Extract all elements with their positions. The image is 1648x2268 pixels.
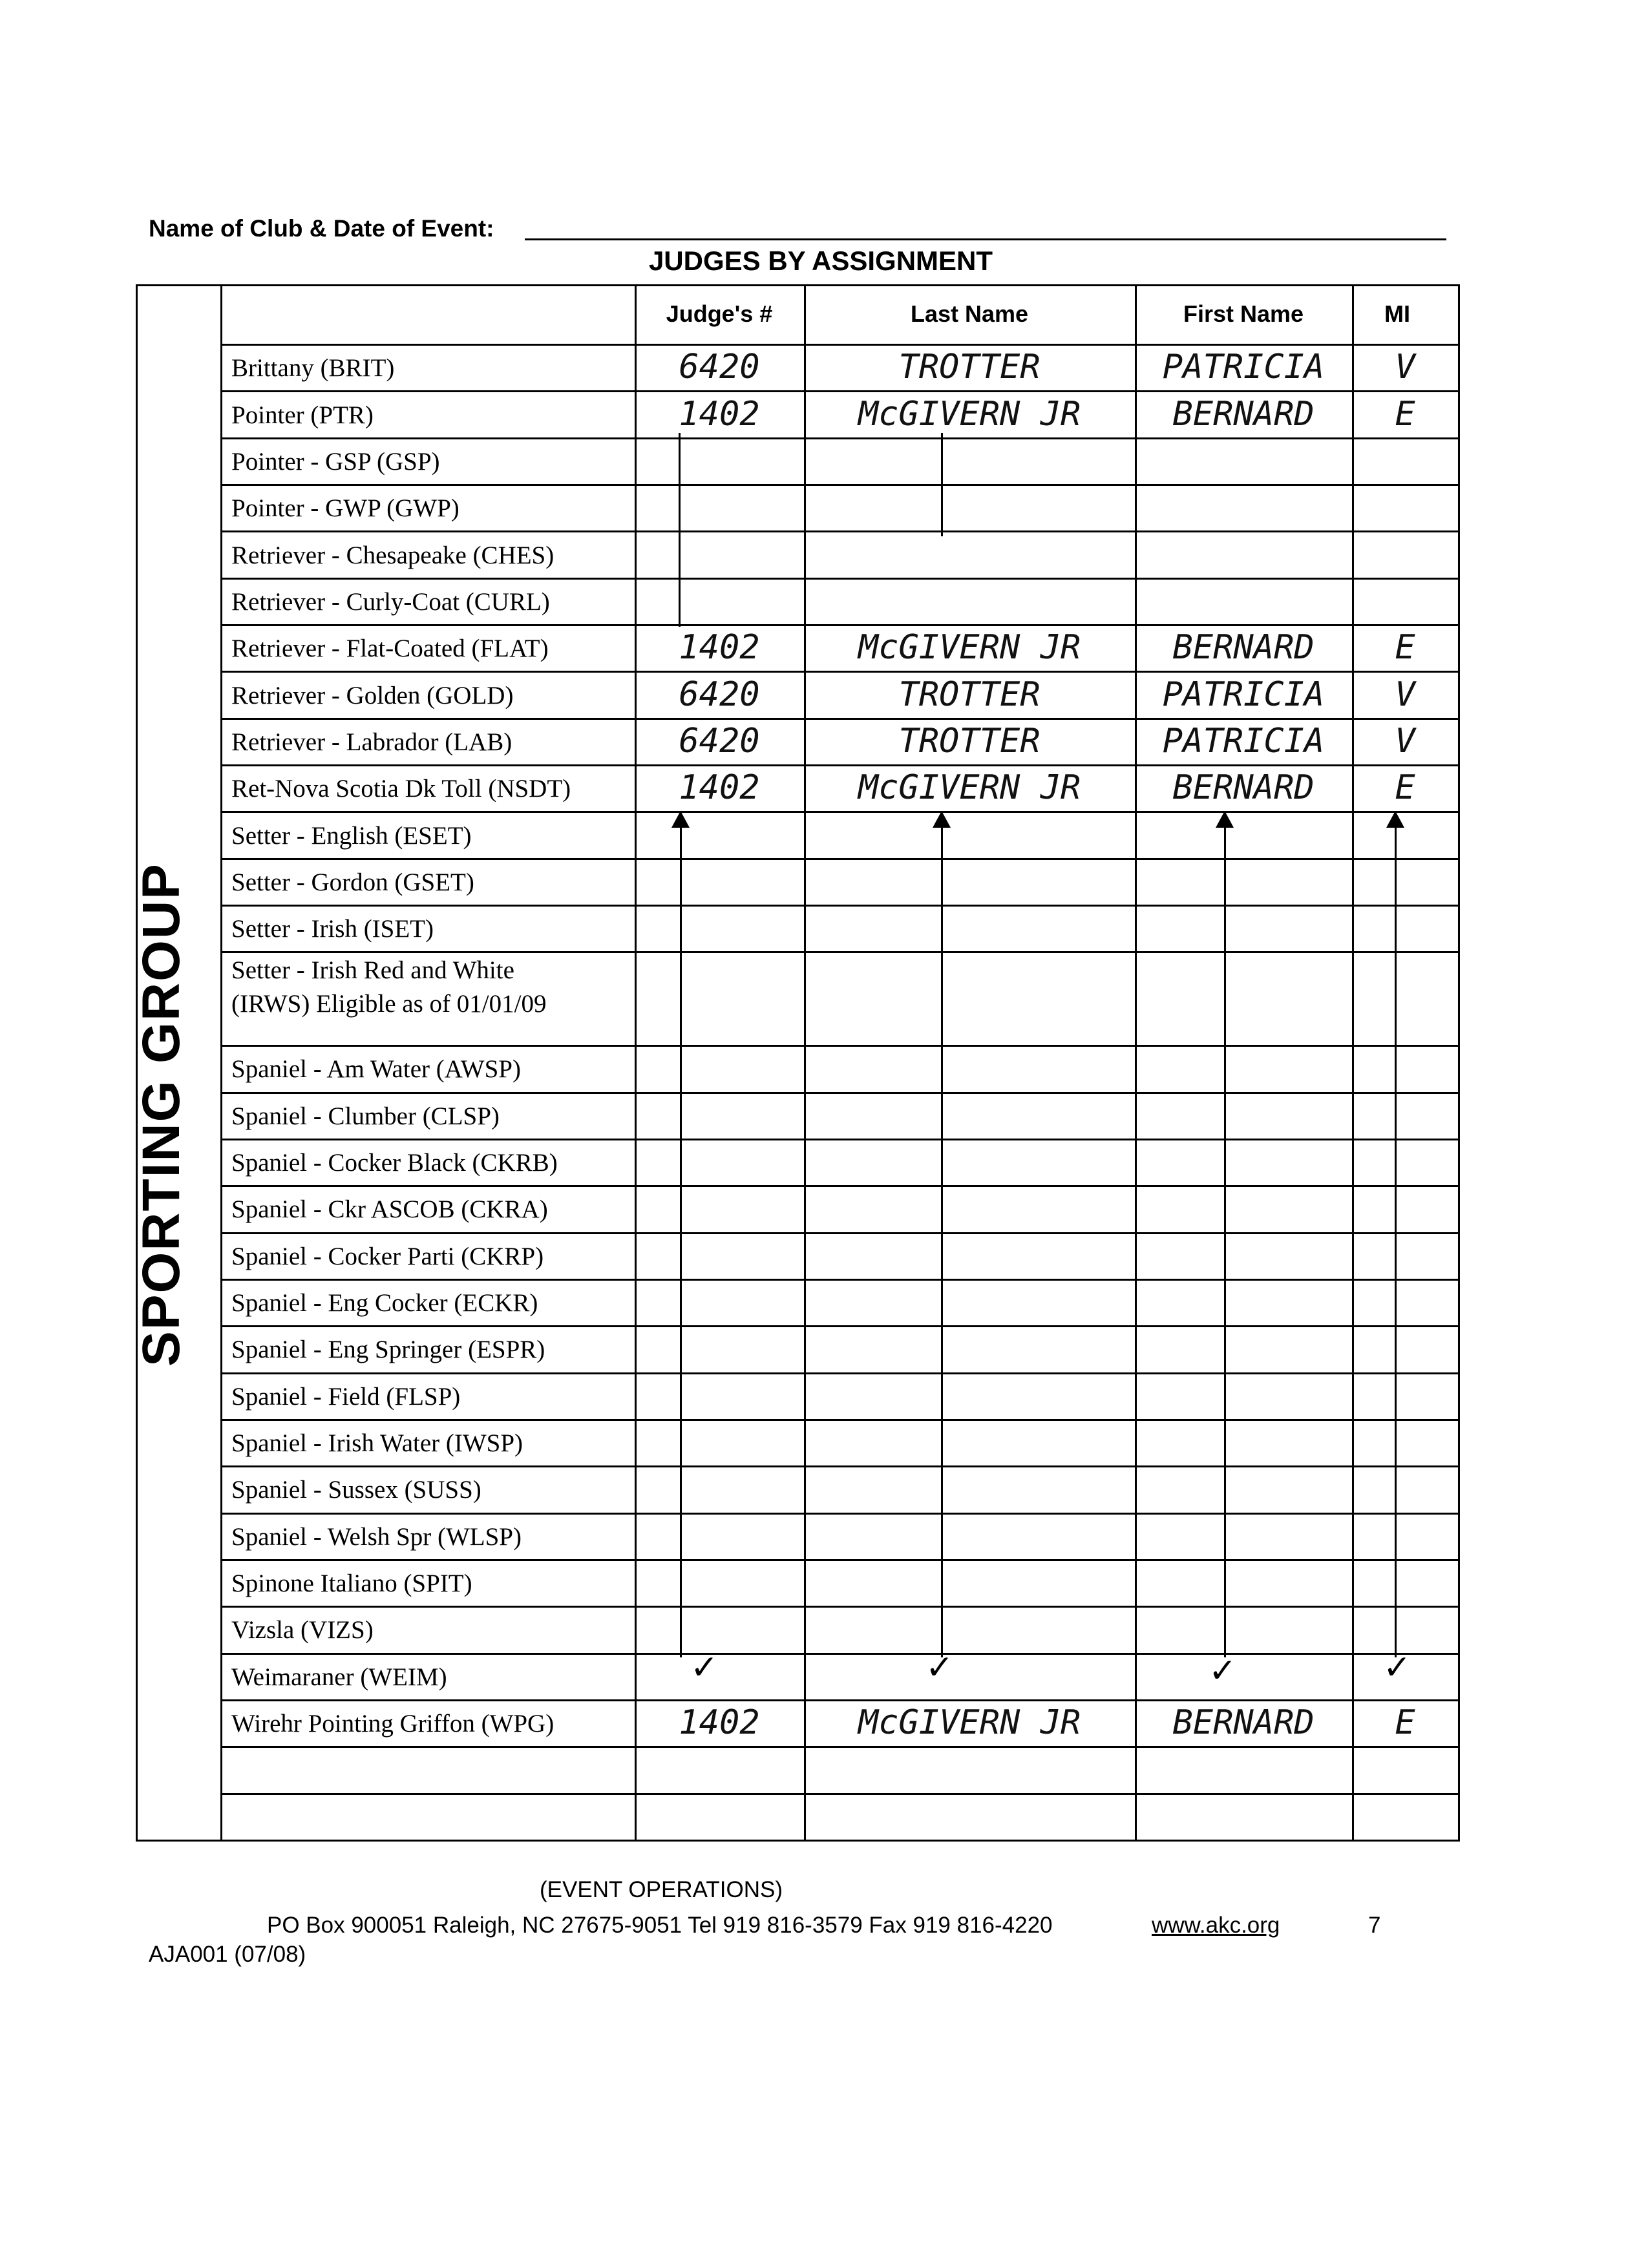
cell-mi[interactable]: E	[1395, 1703, 1415, 1743]
breed-name: Brittany (BRIT)	[231, 354, 395, 383]
breed-name: Spaniel - Eng Springer (ESPR)	[231, 1336, 545, 1364]
breed-name: Pointer - GSP (GSP)	[231, 447, 440, 476]
breed-name: Vizsla (VIZS)	[231, 1616, 374, 1644]
header-divider	[220, 344, 1458, 346]
breed-name: Weimaraner (WEIM)	[231, 1663, 447, 1691]
row-divider	[220, 1746, 1458, 1748]
row-divider	[220, 1232, 1458, 1234]
breed-name: Spaniel - Welsh Spr (WLSP)	[231, 1522, 522, 1551]
breed-name: Spaniel - Irish Water (IWSP)	[231, 1429, 523, 1458]
cell-last-name[interactable]: McGIVERN JR	[858, 394, 1081, 434]
cell-judge-number[interactable]: 1402	[679, 394, 760, 434]
cell-judge-number[interactable]: 1402	[679, 768, 760, 808]
row-divider	[220, 1653, 1458, 1655]
row-divider	[220, 905, 1458, 907]
row-divider	[220, 1372, 1458, 1374]
row-divider	[220, 1325, 1458, 1327]
breed-name: Setter - Irish Red and White	[231, 956, 514, 985]
row-divider	[220, 1092, 1458, 1094]
breed-name: Setter - English (ESET)	[231, 821, 472, 850]
cell-last-name[interactable]: McGIVERN JR	[858, 1703, 1081, 1743]
row-divider	[220, 1139, 1458, 1140]
row-divider	[220, 764, 1458, 766]
col-header-first-name: First Name	[1183, 300, 1304, 327]
row-divider	[220, 811, 1458, 813]
checkmark-icon: ✓	[1383, 1648, 1411, 1687]
breed-name: Retriever - Golden (GOLD)	[231, 681, 514, 709]
breed-name: Retriever - Flat-Coated (FLAT)	[231, 635, 549, 663]
table-border-bottom	[136, 1840, 1458, 1842]
cell-mi[interactable]: V	[1395, 721, 1415, 761]
carry-line-mi	[1395, 824, 1397, 1657]
col-header-last-name: Last Name	[910, 300, 1029, 327]
form-title: JUDGES BY ASSIGNMENT	[648, 246, 993, 276]
checkmark-icon: ✓	[925, 1648, 954, 1687]
carry-line-first	[1224, 824, 1226, 1657]
breed-name: Setter - Gordon (GSET)	[231, 868, 474, 896]
row-divider	[220, 484, 1458, 486]
arrow-up-icon	[1216, 811, 1234, 828]
breed-name: Setter - Irish (ISET)	[231, 915, 434, 943]
cell-first-name[interactable]: BERNARD	[1172, 768, 1315, 808]
cell-first-name[interactable]: BERNARD	[1172, 628, 1315, 667]
cell-first-name[interactable]: PATRICIA	[1162, 348, 1325, 387]
breed-name: Retriever - Chesapeake (CHES)	[231, 541, 555, 569]
breed-name: Wirehr Pointing Griffon (WPG)	[231, 1710, 555, 1738]
row-divider	[220, 718, 1458, 720]
row-divider	[220, 437, 1458, 439]
row-divider	[220, 951, 1458, 953]
col-header-judge-number: Judge's #	[666, 300, 773, 327]
carry-line-last-upper	[941, 433, 943, 536]
cell-mi[interactable]: E	[1395, 394, 1415, 434]
arrow-up-icon	[671, 811, 690, 828]
breed-name: Spaniel - Field (FLSP)	[231, 1382, 461, 1411]
carry-line-judge	[680, 824, 682, 1657]
row-divider	[220, 671, 1458, 673]
row-divider	[220, 1559, 1458, 1561]
footer-address: PO Box 900051 Raleigh, NC 27675-9051 Tel 919 816-3579 Fax 919 816-4220	[267, 1913, 1053, 1938]
cell-last-name[interactable]: TROTTER	[898, 721, 1041, 761]
table-border-right	[1458, 284, 1460, 1842]
breed-name: Retriever - Curly-Coat (CURL)	[231, 587, 550, 616]
club-date-field[interactable]	[525, 238, 1446, 240]
breed-name: Pointer - GWP (GWP)	[231, 494, 460, 523]
footer-department: (EVENT OPERATIONS)	[540, 1877, 783, 1902]
cell-judge-number[interactable]: 1402	[679, 628, 760, 667]
breed-name: Ret-Nova Scotia Dk Toll (NSDT)	[231, 775, 571, 803]
cell-first-name[interactable]: PATRICIA	[1162, 721, 1325, 761]
row-divider	[220, 1513, 1458, 1515]
row-divider	[220, 858, 1458, 860]
arrow-up-icon	[1386, 811, 1404, 828]
row-divider	[220, 1699, 1458, 1701]
cell-last-name[interactable]: TROTTER	[898, 675, 1041, 714]
cell-first-name[interactable]: BERNARD	[1172, 394, 1315, 434]
breed-name: Pointer (PTR)	[231, 401, 374, 429]
row-divider	[220, 1419, 1458, 1421]
website-link[interactable]: www.akc.org	[1152, 1913, 1280, 1938]
row-divider	[220, 1185, 1458, 1187]
breed-name: Spaniel - Ckr ASCOB (CKRA)	[231, 1195, 548, 1224]
carry-line-judge-upper	[679, 433, 681, 627]
cell-last-name[interactable]: McGIVERN JR	[858, 768, 1081, 808]
group-label-text: SPORTING GROUP	[132, 863, 191, 1367]
cell-first-name[interactable]: PATRICIA	[1162, 675, 1325, 714]
cell-mi[interactable]: V	[1395, 675, 1415, 714]
breed-name: (IRWS) Eligible as of 01/01/09	[231, 990, 547, 1018]
row-divider	[220, 530, 1458, 532]
breed-name: Spaniel - Eng Cocker (ECKR)	[231, 1289, 538, 1318]
arrow-up-icon	[933, 811, 951, 828]
cell-last-name[interactable]: McGIVERN JR	[858, 628, 1081, 667]
breed-name: Spaniel - Am Water (AWSP)	[231, 1055, 521, 1084]
row-divider	[220, 624, 1458, 626]
col-header-mi: MI	[1384, 300, 1410, 327]
cell-mi[interactable]: V	[1395, 348, 1415, 387]
cell-judge-number[interactable]: 6420	[679, 348, 760, 387]
footer-website[interactable]	[1152, 1913, 1280, 1938]
breed-name: Spinone Italiano (SPIT)	[231, 1570, 472, 1598]
row-divider	[220, 390, 1458, 392]
breed-name: Spaniel - Cocker Black (CKRB)	[231, 1149, 558, 1177]
cell-mi[interactable]: E	[1395, 628, 1415, 667]
row-divider	[220, 1606, 1458, 1608]
group-label	[132, 863, 191, 1367]
form-id: AJA001 (07/08)	[149, 1942, 306, 1967]
breed-name: Spaniel - Sussex (SUSS)	[231, 1476, 481, 1504]
carry-line-last	[941, 824, 943, 1657]
breed-name: Retriever - Labrador (LAB)	[231, 728, 512, 756]
cell-judge-number[interactable]: 6420	[679, 721, 760, 761]
row-divider	[220, 578, 1458, 580]
row-divider	[220, 1465, 1458, 1467]
cell-mi[interactable]: E	[1395, 768, 1415, 808]
checkmark-icon: ✓	[690, 1648, 719, 1687]
checkmark-icon: ✓	[1209, 1652, 1237, 1690]
cell-first-name[interactable]: BERNARD	[1172, 1703, 1315, 1743]
cell-judge-number[interactable]: 1402	[679, 1703, 760, 1743]
breed-name: Spaniel - Clumber (CLSP)	[231, 1102, 500, 1130]
cell-judge-number[interactable]: 6420	[679, 675, 760, 714]
row-divider	[220, 1793, 1458, 1795]
club-date-label: Name of Club & Date of Event:	[149, 215, 494, 242]
cell-last-name[interactable]: TROTTER	[898, 348, 1041, 387]
row-divider	[220, 1045, 1458, 1047]
page-number: 7	[1368, 1913, 1381, 1938]
row-divider	[220, 1279, 1458, 1281]
breed-name: Spaniel - Cocker Parti (CKRP)	[231, 1242, 544, 1270]
